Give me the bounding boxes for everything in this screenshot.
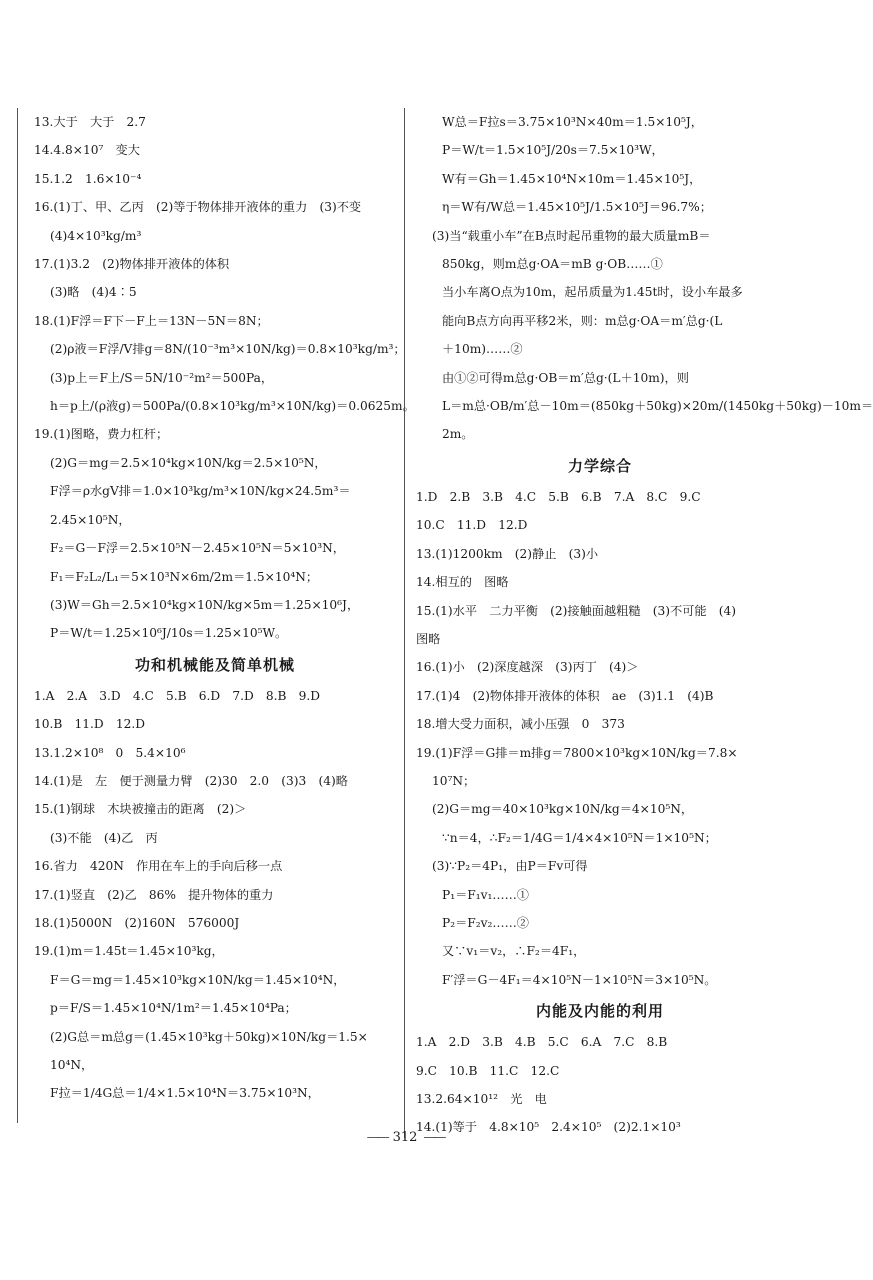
- answer-line: ∵n＝4，∴F₂＝1/4G＝1/4×4×10⁵N＝1×10⁵N；: [442, 830, 717, 845]
- answer-line: 10.C 11.D 12.D: [416, 518, 528, 533]
- answer-line: 15.(1)钢球 木块被撞击的距离 (2)＞: [34, 802, 247, 817]
- answer-line: (2)G总＝m总g＝(1.45×10³kg＋50kg)×10N/kg＝1.5×: [50, 1029, 368, 1044]
- answer-line: F浮＝ρ水gV排＝1.0×10³kg/m³×10N/kg×24.5m³＝: [50, 484, 351, 499]
- answer-line: 10⁴N，: [50, 1058, 94, 1072]
- answer-line: 1.A 2.A 3.D 4.C 5.B 6.D 7.D 8.B 9.D: [34, 688, 321, 703]
- answer-line: 当小车离O点为10m，起吊质量为1.45t时，设小车最多: [442, 285, 743, 300]
- answer-line: (2)ρ液＝F浮/V排g＝8N/(10⁻³m³×10N/kg)＝0.8×10³kg/m³；: [50, 342, 406, 357]
- answer-line: p＝F/S＝1.45×10⁴N/1m²＝1.45×10⁴Pa；: [50, 1001, 297, 1016]
- answer-line: 15.1.2 1.6×10⁻⁴: [34, 171, 142, 186]
- answer-line: 16.省力 420N 作用在车上的手向后移一点: [34, 859, 283, 874]
- column-divider: [404, 108, 405, 1138]
- answer-line: 15.(1)水平 二力平衡 (2)接触面越粗糙 (3)不可能 (4): [416, 603, 736, 618]
- answer-line: h＝p上/(ρ液g)＝500Pa/(0.8×10³kg/m³×10N/kg)＝0.0625m。: [50, 399, 415, 414]
- section-heading: 力学综合: [567, 456, 632, 475]
- answer-line: (3)当“载重小车”在B点时起吊重物的最大质量mB＝: [432, 228, 711, 243]
- answer-line: 13.1.2×10⁸ 0 5.4×10⁶: [34, 745, 186, 760]
- page-number: —— 312 ——: [0, 1130, 810, 1145]
- answer-line: 1.D 2.B 3.B 4.C 5.B 6.B 7.A 8.C 9.C: [416, 489, 701, 504]
- answer-line: (2)G＝mg＝40×10³kg×10N/kg＝4×10⁵N，: [432, 802, 694, 817]
- answer-line: F拉＝1/4G总＝1/4×1.5×10⁴N＝3.75×10³N，: [50, 1086, 320, 1101]
- answer-line: 19.(1)图略，费力杠杆；: [34, 427, 169, 442]
- answer-line: 16.(1)丁、甲、乙丙 (2)等于物体排开液体的重力 (3)不变: [34, 200, 362, 215]
- answer-line: 又∵v₁＝v₂，∴F₂＝4F₁，: [442, 944, 586, 959]
- answer-line: (3)略 (4)4∶5: [50, 285, 137, 300]
- answer-line: P＝W/t＝1.5×10⁵J/20s＝7.5×10³W，: [442, 143, 664, 158]
- answer-line: F＝G＝mg＝1.45×10³kg×10N/kg＝1.45×10⁴N，: [50, 972, 346, 987]
- answer-line: 18.(1)F浮＝F下－F上＝13N－5N＝8N；: [34, 313, 269, 328]
- answer-line: F₁＝F₂L₂/L₁＝5×10³N×6m/2m＝1.5×10⁴N；: [50, 569, 319, 584]
- answer-line: 9.C 10.B 11.C 12.C: [416, 1063, 560, 1078]
- answer-line: 16.(1)小 (2)深度越深 (3)丙丁 (4)＞: [416, 660, 639, 675]
- answer-line: 2m。: [442, 427, 474, 442]
- answer-line: (3)∵P₂＝4P₁，由P＝Fv可得: [432, 859, 588, 874]
- answer-line: (3)W＝Gh＝2.5×10⁴kg×10N/kg×5m＝1.25×10⁶J，: [50, 597, 360, 612]
- answer-line: 14.(1)是 左 便于测量力臂 (2)30 2.0 (3)3 (4)略: [34, 773, 348, 788]
- answer-line: 14.相互的 图略: [416, 575, 509, 590]
- answer-line: η＝W有/W总＝1.45×10⁵J/1.5×10⁵J＝96.7%；: [442, 200, 712, 215]
- answer-line: 18.增大受力面积，减小压强 0 373: [416, 717, 625, 732]
- answer-line: L＝m总·OB/m′总－10m＝(850kg＋50kg)×20m/(1450kg＋50kg)－10m＝: [442, 399, 873, 414]
- answer-line: 2.45×10⁵N，: [50, 512, 131, 527]
- answer-line: 17.(1)竖直 (2)乙 86% 提升物体的重力: [34, 887, 274, 902]
- answer-line: (3)不能 (4)乙 丙: [50, 830, 158, 845]
- answer-line: 17.(1)3.2 (2)物体排开液体的体积: [34, 257, 230, 272]
- watermark-logo: [640, 1195, 800, 1275]
- answer-line: 图略: [416, 631, 441, 646]
- section-heading: 功和机械能及简单机械: [134, 655, 295, 674]
- answer-line: ＋10m)……②: [442, 342, 523, 357]
- left-margin-rule: [17, 108, 18, 1123]
- answer-line: P₂＝F₂v₂……②: [442, 915, 529, 930]
- answer-line: 10⁷N；: [432, 773, 476, 788]
- answer-line: (4)4×10³kg/m³: [50, 228, 142, 243]
- answer-line: 1.A 2.D 3.B 4.B 5.C 6.A 7.C 8.B: [416, 1035, 668, 1050]
- answer-line: 19.(1)F浮＝G排＝m排g＝7800×10³kg×10N/kg＝7.8×: [416, 745, 738, 760]
- answer-line: 10.B 11.D 12.D: [34, 717, 146, 732]
- answer-line: (2)G＝mg＝2.5×10⁴kg×10N/kg＝2.5×10⁵N，: [50, 455, 327, 470]
- answer-line: 13.(1)1200km (2)静止 (3)小: [416, 546, 599, 561]
- answer-line: F′浮＝G－4F₁＝4×10⁵N－1×10⁵N＝3×10⁵N。: [442, 972, 717, 987]
- answer-line: (3)p上＝F上/S＝5N/10⁻²m²＝500Pa，: [50, 370, 274, 385]
- answer-line: F₂＝G－F浮＝2.5×10⁵N－2.45×10⁵N＝5×10³N，: [50, 541, 345, 556]
- answer-line: 13.大于 大于 2.7: [34, 115, 146, 129]
- left-column: [34, 108, 415, 1108]
- answer-line: P₁＝F₁v₁……①: [442, 887, 529, 902]
- answer-line: 18.(1)5000N (2)160N 576000J: [34, 915, 240, 930]
- answer-line: P＝W/t＝1.25×10⁶J/10s＝1.25×10⁵W。: [50, 626, 288, 641]
- answer-line: 能向B点方向再平移2米，则：m总g·OA＝m′总g·(L: [442, 313, 723, 328]
- answer-line: 17.(1)4 (2)物体排开液体的体积 ae (3)1.1 (4)B: [416, 688, 714, 703]
- answer-line: W有＝Gh＝1.45×10⁴N×10m＝1.45×10⁵J，: [442, 171, 702, 186]
- right-column: [416, 108, 873, 1142]
- answer-line: 19.(1)m＝1.45t＝1.45×10³kg，: [34, 944, 224, 959]
- answer-line: 13.2.64×10¹² 光 电: [416, 1092, 547, 1106]
- answer-line: 由①②可得m总g·OB＝m′总g·(L＋10m)，则: [442, 370, 689, 385]
- section-heading: 内能及内能的利用: [535, 1002, 664, 1021]
- answer-line: 850kg，则m总g·OA＝mB g·OB……①: [442, 257, 663, 272]
- answer-line: 14.(1)等于 4.8×10⁵ 2.4×10⁵ (2)2.1×10³: [416, 1120, 681, 1135]
- answer-line: 14.4.8×10⁷ 变大: [34, 143, 140, 158]
- answer-line: W总＝F拉s＝3.75×10³N×40m＝1.5×10⁵J，: [442, 115, 703, 129]
